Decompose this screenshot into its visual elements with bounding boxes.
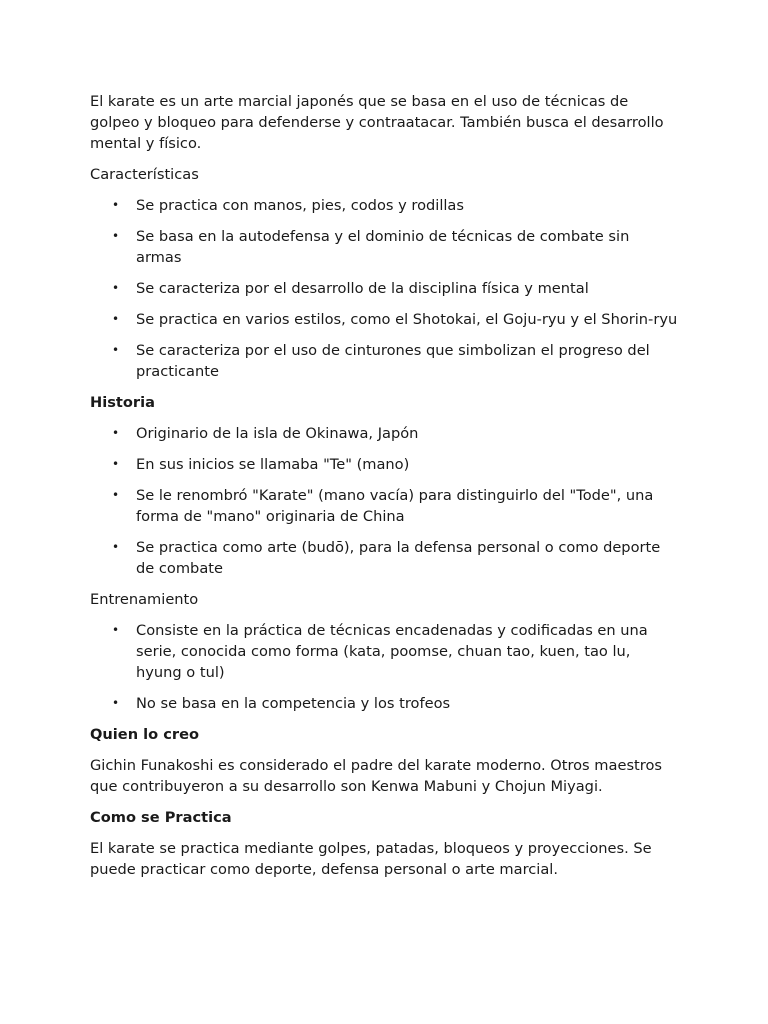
como-heading: Como se Practica [90,809,232,826]
quien-paragraph: Gichin Funakoshi es considerado el padre del karate moderno. Otros maestros que contribuyeron a su desarrollo son Kenwa Mabuni y Chojun Miyagi. [90,757,662,795]
historia-list [90,423,678,579]
bullet-icon: • [112,488,120,502]
list-item [90,309,678,330]
list-item [90,423,678,444]
como-paragraph: El karate se practica mediante golpes, patadas, bloqueos y proyecciones. Se puede practicar como deporte, defensa personal o arte marcial. [90,840,652,878]
list-item-text: Originario de la isla de Okinawa, Japón [136,425,419,442]
bullet-icon: • [112,540,120,554]
bullet-icon: • [112,426,120,440]
bullet-icon: • [112,281,120,295]
list-item-text: Se caracteriza por el uso de cinturones que simbolizan el progreso del practicante [136,342,650,380]
list-item-text: En sus inicios se llamaba "Te" (mano) [136,456,410,473]
list-item [90,340,678,382]
intro-paragraph: El karate es un arte marcial japonés que se basa en el uso de técnicas de golpeo y bloqueo para defenderse y contraatacar. También busca el desarrollo mental y físico. [90,93,664,152]
bullet-icon: • [112,229,120,243]
list-item-text: Se le renombró "Karate" (mano vacía) para distinguirlo del "Tode", una forma de "mano" originaria de China [136,487,654,525]
list-item [90,485,678,527]
list-item [90,195,678,216]
historia-heading: Historia [90,394,155,411]
list-item-text: Se caracteriza por el desarrollo de la disciplina física y mental [136,280,589,297]
bullet-icon: • [112,696,120,710]
bullet-icon: • [112,457,120,471]
list-item-text: No se basa en la competencia y los trofeos [136,695,451,712]
bullet-icon: • [112,312,120,326]
list-item [90,537,678,579]
bullet-icon: • [112,623,120,637]
list-item-text: Consiste en la práctica de técnicas encadenadas y codificadas en una serie, conocida como forma (kata, poomse, chuan tao, kuen, tao lu, hyung o tul) [136,622,648,681]
entrenamiento-list [90,620,678,714]
list-item [90,226,678,268]
list-item [90,454,678,475]
list-item-text: Se practica con manos, pies, codos y rodillas [136,197,464,214]
bullet-icon: • [112,343,120,357]
bullet-icon: • [112,198,120,212]
list-item [90,620,678,683]
list-item [90,693,678,714]
list-item-text: Se basa en la autodefensa y el dominio de técnicas de combate sin armas [136,228,630,266]
list-item-text: Se practica en varios estilos, como el Shotokai, el Goju-ryu y el Shorin-ryu [136,311,678,328]
list-item [90,278,678,299]
quien-heading: Quien lo creo [90,726,200,743]
list-item-text: Se practica como arte (budō), para la defensa personal o como deporte de combate [136,539,661,577]
caracteristicas-heading: Características [90,166,199,183]
caracteristicas-list [90,195,678,382]
entrenamiento-heading: Entrenamiento [90,591,199,608]
